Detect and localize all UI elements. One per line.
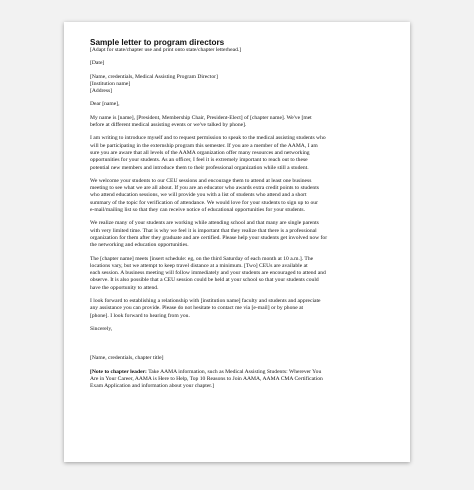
note-to-chapter-leader <box>90 369 386 391</box>
paragraph-line: We welcome your students to our CEU sessions and encourage them to attend at least one business <box>90 177 312 184</box>
address-line: [Institution name] <box>90 80 131 87</box>
paragraph-line: sure you are aware that all levels of the AAMA organization offer many resources and networking <box>90 149 310 156</box>
paragraph-line: before at different medical assisting events or we've talked by phone]. <box>90 122 247 129</box>
body-paragraph <box>90 220 386 249</box>
body-paragraph <box>90 298 386 320</box>
paragraph-line: opportunities for your students. As an officer, I feel it is extremely important to reach out to these <box>90 157 308 164</box>
body-paragraph <box>90 135 386 171</box>
paragraph-line: I look forward to establishing a relationship with [institution name] faculty and students and appreciate <box>90 298 321 305</box>
date-placeholder: [Date] <box>90 60 105 67</box>
paragraph-line: I am writing to introduce myself and to request permission to speak to the medical assisting students who <box>90 135 326 142</box>
recipient-address <box>90 74 386 96</box>
adapt-note: [Adapt for state/chapter use and print onto state/chapter letterhead.] <box>90 47 242 53</box>
paragraph-line: [phone]. I look forward to hearing from you. <box>90 312 190 319</box>
letter-title: Sample letter to program directors <box>90 38 225 47</box>
paragraph-line: summary of the topic for verification of attendance. We would love for your students to sign up to our <box>90 199 318 206</box>
paragraph-line: potential new members and introduce them to their professional organization while still a student. <box>90 164 309 171</box>
address-line: [Address] <box>90 88 113 95</box>
closing: Sincerely, <box>90 325 113 332</box>
body-paragraph <box>90 115 386 130</box>
body-paragraph <box>90 256 386 292</box>
letter-page <box>64 22 410 462</box>
paragraph-line: My name is [name], [President, Membership Chair, President-Elect] of [chapter name]. We've [met <box>90 114 312 121</box>
paragraph-line: who attend education sessions, we will provide you with a list of students who attend and a short <box>90 192 307 199</box>
paragraph-line: any assistance you can provide. Please do not hesitate to contact me via [e-mail] or by phone at <box>90 305 304 312</box>
note-line: Take AAMA information, such as Medical Assisting Students: Wherever You <box>146 368 322 375</box>
paragraph-line: We realize many of your students are working while attending school and that many are single parents <box>90 220 319 227</box>
paragraph-line: locations vary, but we attempt to keep travel distance at a minimum. [Two] CEUs are available at <box>90 262 308 269</box>
note-label: [Note to chapter leader: <box>90 368 147 375</box>
body-paragraph <box>90 178 386 214</box>
signature-placeholder: [Name, credentials, chapter title] <box>90 355 164 362</box>
paragraph-line: The [chapter name] meets [insert schedule: eg, on the third Saturday of each month at 10 a.m.]. The <box>90 255 314 262</box>
paragraph-line: with very limited time. That is why we feel it is important that they realize that there is a professional <box>90 227 317 234</box>
paragraph-line: have the opportunity to attend. <box>90 284 159 291</box>
paragraph-line: organization for them after they graduate and are certified. Please help your students get involved now for <box>90 234 328 241</box>
paragraph-line: meeting to see what we are all about. If you are an educator who awards extra credit points to students <box>90 185 319 192</box>
paragraph-line: will be participating in the externship program this semester. If you are a member of the AAMA, I am <box>90 142 318 149</box>
paragraph-line: e-mail/mailing list so that they can receive notice of educational opportunities for your students. <box>90 207 305 214</box>
note-line: Are in Your Career, AAMA is Here to Help, Top 10 Reasons to Join AAMA, AAMA CMA Certification <box>90 375 323 382</box>
salutation: Dear [name], <box>90 101 120 108</box>
address-line: [Name, credentials, Medical Assisting Program Director] <box>90 73 218 80</box>
paragraph-line: each session. A business meeting will follow immediately and your students are encouraged to attend and <box>90 270 326 277</box>
paragraph-line: the networking and education opportunities. <box>90 242 189 249</box>
note-line: Exam Application and information about your chapter.] <box>90 383 215 390</box>
paragraph-line: observe. It is also possible that a CEU session could be held at your school so that your students could <box>90 277 319 284</box>
